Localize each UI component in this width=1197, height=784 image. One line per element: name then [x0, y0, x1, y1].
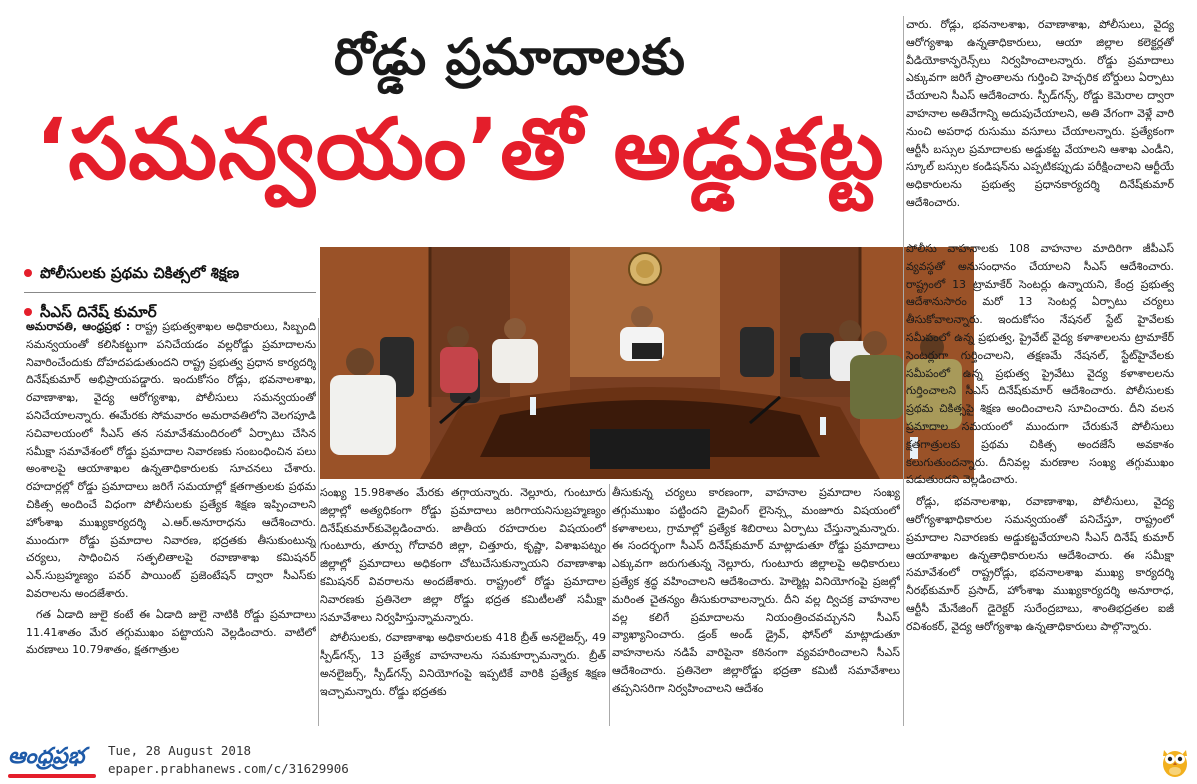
article-column-4-bottom — [906, 240, 1174, 726]
footer-meta — [108, 742, 349, 778]
column-divider — [609, 484, 610, 726]
article-column-3 — [612, 484, 900, 726]
highlight-text: పోలీసులకు ప్రథమ చికిత్సలో శిక్షణ — [40, 264, 240, 282]
owl-icon[interactable] — [1160, 742, 1190, 778]
logo-swoosh — [8, 774, 96, 778]
edition-date: Tue, 28 August 2018 — [108, 743, 251, 758]
paragraph: తీసుకున్న చర్యలు కారణంగా, వాహనాల ప్రమాదాల సంఖ్య తగ్గుముఖం పట్టిందని డ్రైవింగ్ లైసెన్స్ల మంజూరు విషయంలో కళాశాలలు, గ్రామాల్లో ప్రత్యేక శిబిరాలు ఏర్పాటు చేస్తున్నామన్నారు. ఈ సందర్భంగా సీఎస్ దినేష్‌కుమార్ మాట్లాడుతూ రోడ్డు ప్రమాదాలు ఎక్కువగా జరుగుతున్న నెల్లూరు, గుంటూరు జిల్లాలపై అధికారులు ప్రత్యేక శ్రద్ధ వహించాలని ఆదేశించారు. హెల్మెట్ల వినియోగంపై ప్రజల్లో మరింత చైతన్యం తీసుకురావాలన్నారు. దీని వల్ల ద్విచక్ర వాహనాల వల్ల కలిగే ప్రమాదాలను నియంత్రించవచ్చునని సీఎస్ వ్యాఖ్యానించారు. డ్రంక్ అండ్ డ్రైవ్, ఫోన్‌లో మాట్లాడుతూ వాహనాలను నడిపే వారిపైనా కఠినంగా వ్యవహరించాలని సీఎస్ ఆదేశించారు. ప్రతినెలా జిల్లారోడ్డు భద్రతా కమిటీ సమావేశాలు తప్పనిసరిగా నిర్వహించాలని ఆదేశం — [612, 486, 900, 695]
headline-kicker: రోడ్డు ప్రమాదాలకు — [334, 28, 686, 86]
bullet-icon — [24, 269, 32, 277]
paragraph: రోడ్లు, భవనాలశాఖ, రవాణాశాఖ, పోలీసులు, వైద్య ఆరోగ్యశాఖాధికారుల సమన్వయంతో పనిచేస్తూ, రాష్ట్రంలో ప్రమాదాల నివారణకు అడ్డుకట్టవేయాలని సీఎస్ దినేష్ కుమార్ ఆయాశాఖల ఉన్నతాధికారులను ఆదేశించారు. ఈ సమీక్షా సమావేశంలో రాష్ట్రరోడ్లు, భవనాలశాఖ ముఖ్య కార్యదర్శి నీరభ్‌కుమార్ ప్రసాద్, హోంశాఖ ముఖ్యకార్యదర్శి అనూరాధ, ఆర్టీసీ మేనేజింగ్ డైరెక్టర్ సురేంద్రబాబు, శాంతిభద్రతల ఐజీ రవిశంకర్, వైద్య ఆరోగ్యశాఖ ఉన్నతాధికారులు పాల్గొన్నారు. — [906, 495, 1174, 633]
paragraph-text: రాష్ట్ర ప్రభుత్వశాఖల అధికారులు, సిబ్బంది సమన్వయంతో కలిసికట్టుగా పనిచేయడం వల్లరోడ్డు ప్రమాదాలను నివారించేందుకు దోహదపడుతుందని రాష్ట్ర ప్రభుత్వ ప్రధాన కార్యదర్శి దినేష్‌కుమార్ అభిప్రాయపడ్డారు. ఇందుకోసం రోడ్లు, భవనాలశాఖ, రవాణాశాఖ, వైద్య ఆరోగ్యశాఖ, పోలీసులు సమన్వయంతో పనిచేయాలన్నారు. ఈమేరకు సోమవారం అమరావతిలోని వెలగపూడి సచివాలయంలో సీఎస్ తన సమావేశమందిరంలో ఏర్పాటు చేసిన సమీక్షా సమావేశంలో రోడ్డు ప్రమాదాల నివారణకు సంబంధించిన పలు అంశాలపై ఆయాశాఖల ఉన్నతాధికారులకు సూచనలు చేశారు. రహదార్లల్లో రోడ్డు ప్రమాదాలు జరిగే సమయాల్లో క్షతగాత్రులకు ప్రథమ చికిత్స అందించే విధంగా పోలీసులకు ప్రత్యేక శిక్షణ ఇప్పించాలని హోంశాఖ ముఖ్యకార్యదర్శి ఎ.ఆర్.అనూరాధను ఆదేశించారు. ముందుగా రోడ్డు ప్రమాదాల నివారణ, భద్రతకు తీసుకుంటున్న చర్యలు, సాధించిన సత్ఫలితాలపై రవాణాశాఖ కమిషనర్ ఎన్.సుబ్రహ్మణ్యం పవర్ పాయింట్ ప్రజెంటేషన్ ద్వారా సీఎస్‌కు వివరాలను అందజేశారు. — [26, 320, 316, 600]
dateline: అమరావతి, ఆంధ్రప్రభ : — [26, 320, 131, 333]
column-divider — [903, 16, 904, 726]
paragraph: పోలీసులకు, రవాణాశాఖ అధికారులకు 418 బ్రీత్ అనలైజర్స్, 49 స్పీడ్‌గన్స్, 13 ప్రత్యేక వాహనాలను సమకూర్చామన్నారు. బ్రీత్ అనలైజర్స్, స్పీడ్‌గన్స్ వినియోగంపై ఇప్పటికే వారికి ప్రత్యేక శిక్షణ ఇచ్చామన్నారు. రోడ్డు భద్రతకు — [320, 631, 606, 698]
article-column-1 — [26, 318, 316, 726]
paragraph: సంఖ్య 15.98శాతం మేరకు తగ్గాయన్నారు. నెల్లూరు, గుంటూరు జిల్లాల్లో అత్యధికంగా రోడ్డు ప్రమాదాలు జరిగాయనిసుబ్రహ్మణ్యం దినేష్‌కుమార్‌కువెల్లడించారు. జాతీయ రహదారుల విషయంలో గుంటూరు, తూర్పు గోదావరి జిల్లా, చిత్తూరు, కృష్ణా, విశాఖపట్నం జిల్లాల్లో ప్రమాదాలు అధికంగా చోటుచేసుకున్నాయని రవాణాశాఖ కమిషనర్ వివరాలను అందజేశారు. రాష్ట్రంలో రోడ్డు ప్రమాదాల నివారణకు ప్రతినెలా జిల్లా రోడ్డు భద్రత కమిటీలతో సమీక్షా సమావేశాలు నిర్వహిస్తున్నామన్నారు. — [320, 486, 606, 624]
paragraph: పోలీసు వాహనాలకు 108 వాహనాల మాదిరిగా జీపీఎస్ వ్యవస్థతో అనుసంధానం చేయాలని సీఎస్ ఆదేశించారు. రాష్ట్రంలో 13 ట్రామాకేర్ సెంటర్లు ఉన్నాయని, కేంద్ర ప్రభుత్వ ఆదేశానుసారం మరో 13 సెంటర్ల ఏర్పాటు చర్యలు తీసుకోవాలన్నారు. ఇందుకోసం నేషనల్ స్టేట్ హైవేలకు సమీపంలో ఉన్న ప్రభుత్వ, ప్రైవేట్ వైద్య కళాశాలలను ట్రామాకేర్ సెంటర్లుగా గుర్తించాలని, తక్షణమే నేషనల్, స్టేట్‌హైవేలకు సమీపంలో ఉన్న ప్రభుత్వ ప్రైవేటు వైద్య కళాశాలలను గుర్తించాలని సీఎస్ దినేష్‌కుమార్ ఆదేశించారు. పోలీసులకు ప్రథమ చికిత్సపై శిక్షణ అందించాలని సూచించారు. దీని వలన ప్రమాదాల సమయంలో ముందుగా చేరుకునే పోలీసులు క్షతగాత్రులకు ప్రథమ చికిత్స అందజేసే అవకాశం కలుగుతుందన్నారు. దీనివల్ల మరణాల సంఖ్య తగ్గుముఖం పడుతుందని వెల్లడించారు. — [906, 242, 1174, 487]
paragraph: గత ఏడాది జులై కంటే ఈ ఏడాది జులై నాటికి రోడ్డు ప్రమాదాలు 11.41శాతం మేర తగ్గుముఖం పట్టాయని వెల్లడించారు. వాటిలో మరణాలు 10.79శాతం, క్షతగాత్రుల — [26, 607, 316, 657]
footer — [0, 738, 1197, 784]
state-emblem-icon — [629, 253, 661, 285]
article-column-4-top — [906, 16, 1174, 238]
paragraph: చారు. రోడ్లు, భవనాలశాఖ, రవాణాశాఖ, పోలీసులు, వైద్య ఆరోగ్యశాఖ ఉన్నతాధికారులు, ఆయా జిల్లాల కలెక్టర్లతో వీడియోకాన్ఫరెన్స్‌లు నిర్వహించాలన్నారు. రోడ్డు ప్రమాదాలు ఎక్కువగా జరిగే ప్రాంతాలను గుర్తించి హెచ్చరిక బోర్డులు ఏర్పాటు చేయాలని సీఎస్ ఆదేశించారు. స్పీడ్‌గన్స్, రోడ్డు కెమెరాల ద్వారా వాహనాల అతివేగాన్ని అదుపుచేయాలని, అతి వేగంగా వెళ్లే వారి నుంచి అపరాధ రుసుము వసూలు చేయాలన్నారు. ప్రత్యేకంగా ఆర్టీసీ బస్సుల ప్రమాదాలకు అడ్డుకట్ట వేయాలని ఆశాఖ ఎండీని, స్కూల్ బస్సుల కండిషన్‌ను ఎప్పటికప్పుడు పరీక్షించాలని ఆర్టీయే అధికారులను ప్రభుత్వ ప్రధానకార్యదర్శి దినేష్‌కుమార్ ఆదేశించారు. — [906, 18, 1174, 209]
highlights-box — [24, 258, 316, 327]
publication-logo: ఆంధ్రప్రభ — [8, 744, 85, 769]
divider — [24, 292, 316, 293]
highlight-text: సీఎస్ దినేష్ కుమార్ — [40, 303, 157, 321]
article-column-2 — [320, 484, 606, 726]
bullet-icon — [24, 308, 32, 316]
column-divider — [318, 318, 319, 726]
highlight-item — [24, 258, 316, 288]
epaper-link[interactable]: epaper.prabhanews.com/c/31629906 — [108, 761, 349, 776]
meeting-photo — [320, 247, 974, 479]
paragraph — [26, 318, 316, 603]
headline: ‘సమన్వయం’తో అడ్డుకట్ట — [35, 100, 885, 198]
